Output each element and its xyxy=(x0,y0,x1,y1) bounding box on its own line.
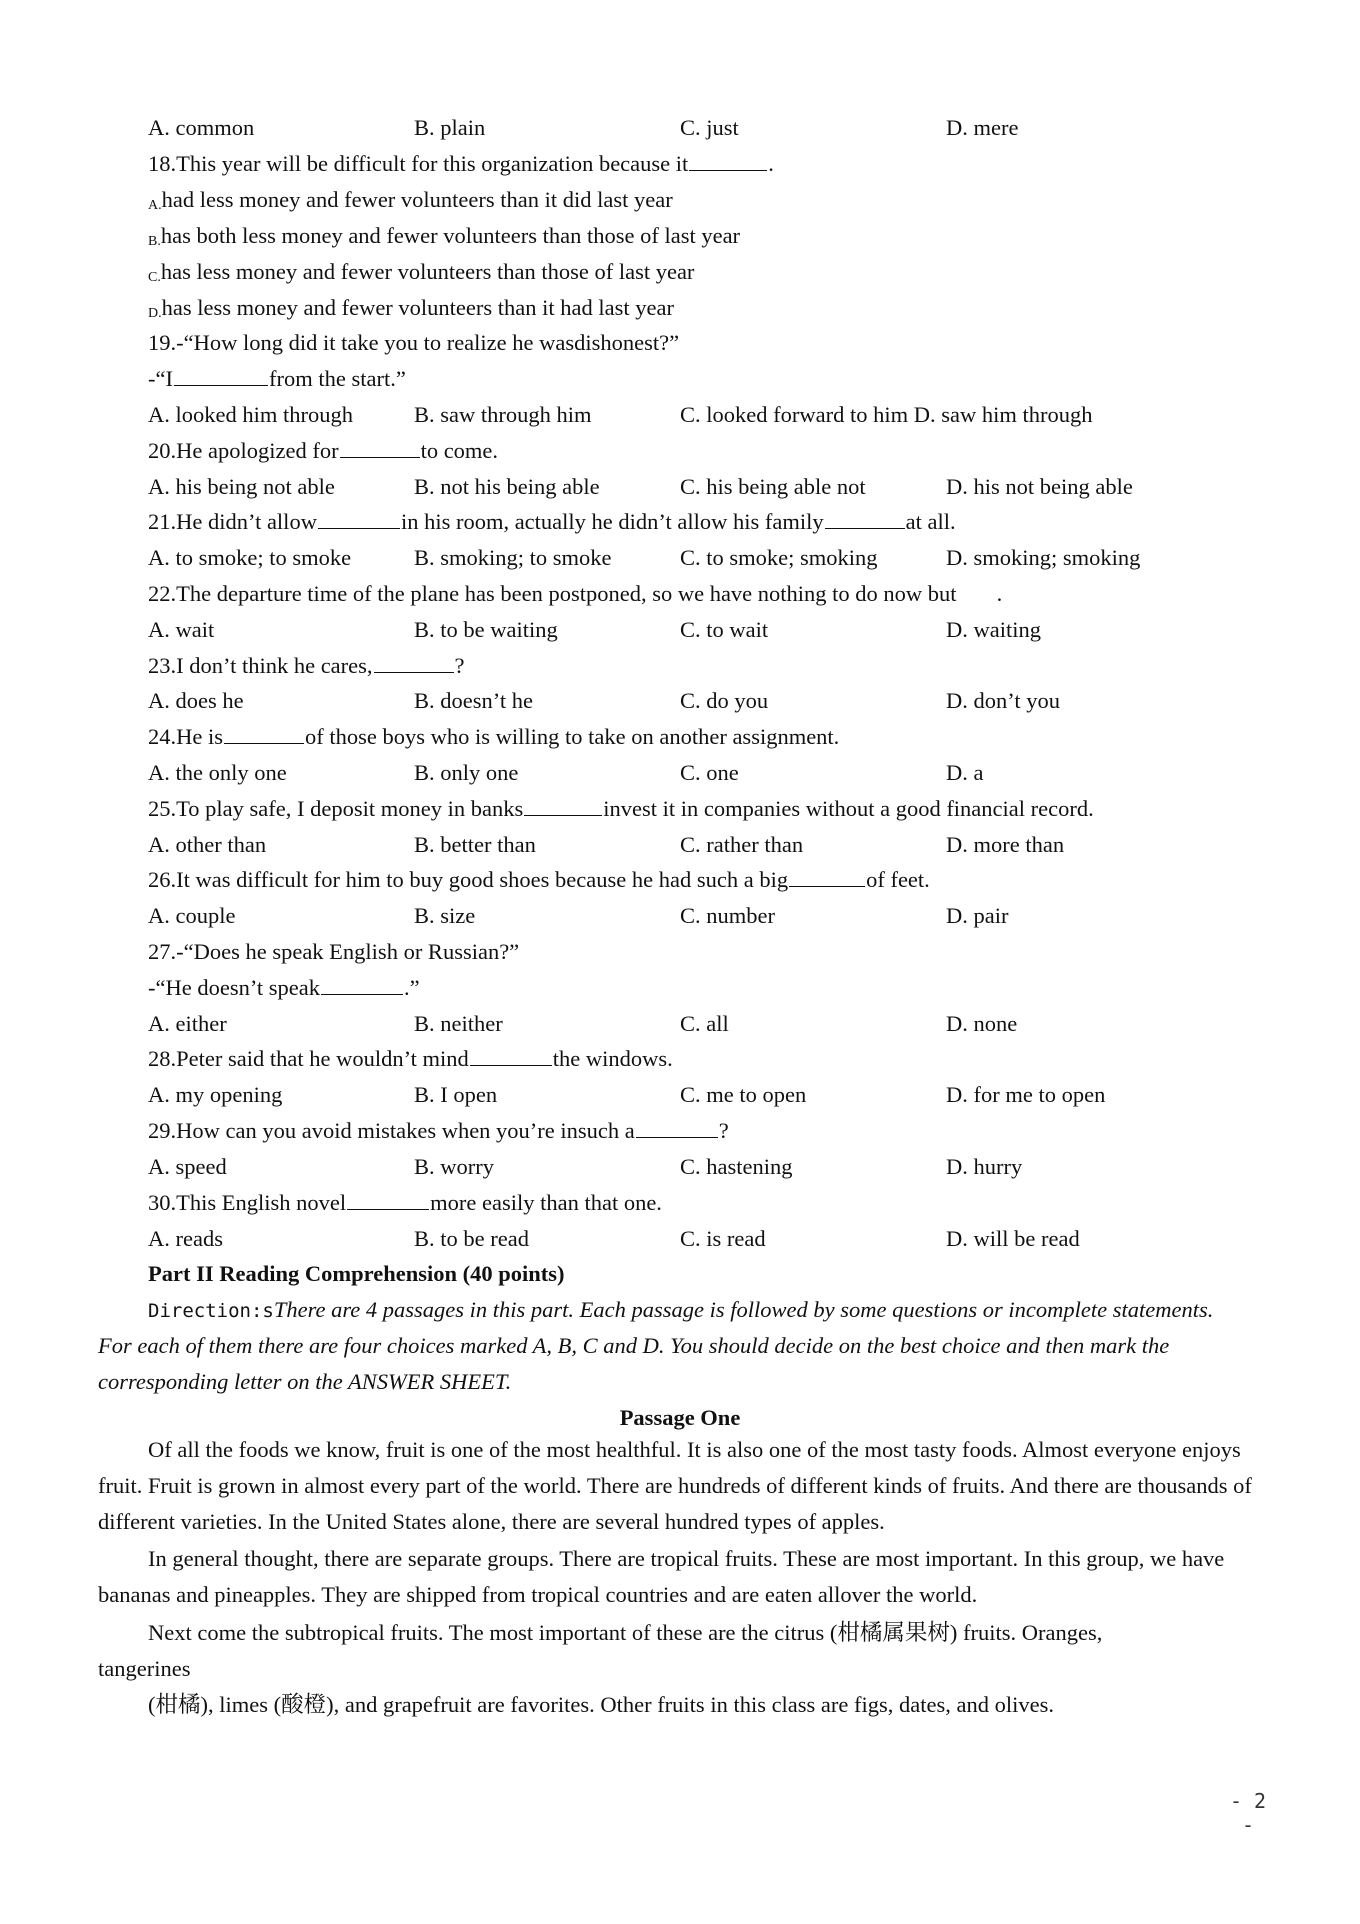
q25-stem-end: invest it in companies without a good financial record. xyxy=(603,796,1094,821)
passage-paragraph-1: Of all the foods we know, fruit is one of the most healthful. It is also one of the most tasty foods. Almost everyone enjoys fruit. Fruit is grown in almost every part of the world. There are hundreds of different kinds of fruits. And there are thousands of different varieties. In the United States alone, there are several hundred types of apples. xyxy=(98,1437,1252,1534)
q25-option-b[interactable]: B. better than xyxy=(414,832,536,857)
q21-option-d[interactable]: D. smoking; smoking xyxy=(946,545,1141,570)
q28-options xyxy=(148,1080,1288,1110)
passage-paragraph-3-line-3: (柑橘), limes (酸橙), and grapefruit are favorites. Other fruits in this class are figs, dates, and olives. xyxy=(148,1692,1054,1717)
q26-stem-text: 26.It was difficult for him to buy good shoes because he had such a big xyxy=(148,867,789,892)
q29-blank[interactable] xyxy=(636,1117,718,1138)
q28-option-b[interactable]: B. I open xyxy=(414,1082,498,1107)
q18-stem-end: . xyxy=(768,151,774,176)
q27-reply-end: .” xyxy=(404,975,420,1000)
q20-stem xyxy=(148,436,1288,466)
q26-stem xyxy=(148,865,1288,895)
q22-option-d[interactable]: D. waiting xyxy=(946,617,1041,642)
q25-option-d[interactable]: D. more than xyxy=(946,832,1065,857)
q30-option-b[interactable]: B. to be read xyxy=(414,1226,529,1251)
q18-stem-text: 18.This year will be difficult for this organization because it xyxy=(148,151,689,176)
q22-stem-end: . xyxy=(996,581,1003,606)
q29-options xyxy=(148,1152,1288,1182)
q17-option-c[interactable]: C. just xyxy=(680,115,739,140)
q30-option-a[interactable]: A. reads xyxy=(148,1226,223,1251)
q23-stem-text: 23.I don’t think he cares, xyxy=(148,653,373,678)
q28-stem-text: 28.Peter said that he wouldn’t mind xyxy=(148,1046,469,1071)
q28-option-d[interactable]: D. for me to open xyxy=(946,1082,1106,1107)
q23-option-d[interactable]: D. don’t you xyxy=(946,688,1060,713)
q30-options xyxy=(148,1224,1288,1254)
q26-options xyxy=(148,901,1288,931)
q21-stem-text-a: 21.He didn’t allow xyxy=(148,509,317,534)
q25-stem-text: 25.To play safe, I deposit money in banks xyxy=(148,796,524,821)
q19-option-a[interactable]: A. looked him through xyxy=(148,402,353,427)
q21-option-c[interactable]: C. to smoke; smoking xyxy=(680,545,878,570)
q18-stem xyxy=(148,149,1288,179)
q23-stem-end: ? xyxy=(454,653,465,678)
q30-stem-text: 30.This English novel xyxy=(148,1190,347,1215)
q24-options xyxy=(148,758,1288,788)
directions-line-1 xyxy=(148,1295,1288,1325)
q24-blank[interactable] xyxy=(224,723,304,744)
q18-option-b-text: has both less money and fewer volunteers than those of last year xyxy=(160,223,741,248)
q27-option-b[interactable]: B. neither xyxy=(414,1011,503,1036)
q27-option-a[interactable]: A. either xyxy=(148,1011,227,1036)
q29-option-b[interactable]: B. worry xyxy=(414,1154,494,1179)
q25-option-a[interactable]: A. other than xyxy=(148,832,267,857)
q28-stem xyxy=(148,1044,1288,1074)
q28-option-a[interactable]: A. my opening xyxy=(148,1082,283,1107)
q18-option-c-text: has less money and fewer volunteers than those of last year xyxy=(160,259,695,284)
q20-option-b[interactable]: B. not his being able xyxy=(414,474,600,499)
q22-option-a[interactable]: A. wait xyxy=(148,617,215,642)
directions-label: Direction:s xyxy=(148,1300,274,1322)
q30-option-d[interactable]: D. will be read xyxy=(946,1226,1080,1251)
q17-option-a[interactable]: A. common xyxy=(148,115,255,140)
q18-option-d-letter: D. xyxy=(148,306,162,321)
q18-option-a-text: had less money and fewer volunteers than it did last year xyxy=(161,187,673,212)
q20-blank[interactable] xyxy=(340,437,420,458)
page-number: - 2 - xyxy=(1229,1789,1267,1837)
q26-stem-end: of feet. xyxy=(866,867,930,892)
q18-option-a[interactable] xyxy=(148,185,1288,215)
q18-option-d[interactable] xyxy=(148,293,1288,323)
q24-stem-end: of those boys who is willing to take on another assignment. xyxy=(305,724,840,749)
q23-option-c[interactable]: C. do you xyxy=(680,688,769,713)
passage-paragraph-3-line-1: Next come the subtropical fruits. The most important of these are the citrus (柑橘属果树) fruits. Oranges, xyxy=(148,1620,1103,1645)
q18-option-b[interactable] xyxy=(148,221,1288,251)
q18-option-b-letter: B. xyxy=(148,234,161,249)
q27-reply xyxy=(148,973,1288,1003)
q18-option-c[interactable] xyxy=(148,257,1288,287)
q24-stem xyxy=(148,722,1288,752)
q19-stem: 19.-“How long did it take you to realize he wasdishonest?” xyxy=(148,330,680,355)
q19-reply-end: from the start.” xyxy=(268,366,406,391)
q20-stem-end: to come. xyxy=(420,438,499,463)
q30-blank[interactable] xyxy=(347,1189,429,1210)
q24-option-c[interactable]: C. one xyxy=(680,760,739,785)
directions-line-2: For each of them there are four choices marked A, B, C and D. You should decide on the best choice and then mark the xyxy=(98,1333,1170,1358)
q22-stem-text: 22.The departure time of the plane has been postponed, so we have nothing to do now but xyxy=(148,581,957,606)
q25-stem xyxy=(148,794,1288,824)
q19-reply-start: -“I xyxy=(148,366,173,391)
q24-option-b[interactable]: B. only one xyxy=(414,760,519,785)
q27-option-c[interactable]: C. all xyxy=(680,1011,729,1036)
q30-stem xyxy=(148,1188,1288,1218)
q23-options xyxy=(148,686,1288,716)
q22-options xyxy=(148,615,1288,645)
q29-stem-end: ? xyxy=(718,1118,729,1143)
q26-option-b[interactable]: B. size xyxy=(414,903,476,928)
q23-option-a[interactable]: A. does he xyxy=(148,688,244,713)
q24-option-d[interactable]: D. a xyxy=(946,760,984,785)
q19-option-b[interactable]: B. saw through him xyxy=(414,402,592,427)
q21-stem-text-b: in his room, actually he didn’t allow his family xyxy=(400,509,824,534)
q19-options xyxy=(148,400,1288,430)
q21-blank-1[interactable] xyxy=(318,508,400,529)
q26-blank[interactable] xyxy=(789,866,865,887)
q29-option-d[interactable]: D. hurry xyxy=(946,1154,1023,1179)
q21-blank-2[interactable] xyxy=(825,508,905,529)
q28-option-c[interactable]: C. me to open xyxy=(680,1082,807,1107)
part2-heading: Part II Reading Comprehension (40 points) xyxy=(148,1261,565,1286)
q29-stem xyxy=(148,1116,1288,1146)
q25-options xyxy=(148,830,1288,860)
q22-option-b[interactable]: B. to be waiting xyxy=(414,617,558,642)
q18-option-d-text: has less money and fewer volunteers than it had last year xyxy=(161,295,674,320)
q23-stem xyxy=(148,651,1288,681)
q21-stem xyxy=(148,507,1288,537)
passage-paragraph-3-line-2: tangerines xyxy=(98,1656,191,1681)
q26-option-a[interactable]: A. couple xyxy=(148,903,236,928)
q27-reply-start: -“He doesn’t speak xyxy=(148,975,321,1000)
q20-option-c[interactable]: C. his being able not xyxy=(680,474,866,499)
q26-option-c[interactable]: C. number xyxy=(680,903,775,928)
q18-option-a-letter: A. xyxy=(148,198,162,213)
directions-line-3: corresponding letter on the ANSWER SHEET. xyxy=(98,1369,512,1394)
q27-blank[interactable] xyxy=(321,974,403,995)
q19-blank[interactable] xyxy=(174,365,268,386)
directions-text-1: There are 4 passages in this part. Each passage is followed by some questions or incomplete statements. xyxy=(273,1297,1214,1322)
passage-title: Passage One xyxy=(619,1405,741,1430)
q20-stem-text: 20.He apologized for xyxy=(148,438,339,463)
q22-option-c[interactable]: C. to wait xyxy=(680,617,769,642)
q18-blank[interactable] xyxy=(689,150,767,171)
q25-blank[interactable] xyxy=(524,795,602,816)
q22-stem xyxy=(148,579,1288,609)
q17-options xyxy=(148,113,1288,143)
q26-option-d[interactable]: D. pair xyxy=(946,903,1009,928)
q19-reply xyxy=(148,364,1288,394)
q24-option-a[interactable]: A. the only one xyxy=(148,760,287,785)
q21-option-a[interactable]: A. to smoke; to smoke xyxy=(148,545,352,570)
q29-option-c[interactable]: C. hastening xyxy=(680,1154,793,1179)
q29-option-a[interactable]: A. speed xyxy=(148,1154,227,1179)
q24-stem-text: 24.He is xyxy=(148,724,223,749)
q23-blank[interactable] xyxy=(374,652,454,673)
q18-option-c-letter: C. xyxy=(148,270,161,285)
q27-options xyxy=(148,1009,1288,1039)
q30-stem-end: more easily than that one. xyxy=(430,1190,662,1215)
q21-stem-text-c: at all. xyxy=(905,509,956,534)
q25-option-c[interactable]: C. rather than xyxy=(680,832,804,857)
q30-option-c[interactable]: C. is read xyxy=(680,1226,766,1251)
q29-stem-text: 29.How can you avoid mistakes when you’re insuch a xyxy=(148,1118,635,1143)
q21-options xyxy=(148,543,1288,573)
q28-stem-end: the windows. xyxy=(552,1046,673,1071)
q17-option-d[interactable]: D. mere xyxy=(946,115,1019,140)
q28-blank[interactable] xyxy=(470,1045,552,1066)
q20-option-d[interactable]: D. his not being able xyxy=(946,474,1133,499)
q20-option-a[interactable]: A. his being not able xyxy=(148,474,335,499)
q23-option-b[interactable]: B. doesn’t he xyxy=(414,688,533,713)
q20-options xyxy=(148,472,1288,502)
q19-option-cd[interactable]: C. looked forward to him D. saw him through xyxy=(680,402,1093,427)
q21-option-b[interactable]: B. smoking; to smoke xyxy=(414,545,612,570)
q27-stem: 27.-“Does he speak English or Russian?” xyxy=(148,939,520,964)
q27-option-d[interactable]: D. none xyxy=(946,1011,1018,1036)
passage-paragraph-2: In general thought, there are separate groups. There are tropical fruits. These are most important. In this group, we have bananas and pineapples. They are shipped from tropical countries and are eaten allover the world. xyxy=(98,1546,1225,1607)
q17-option-b[interactable]: B. plain xyxy=(414,115,486,140)
